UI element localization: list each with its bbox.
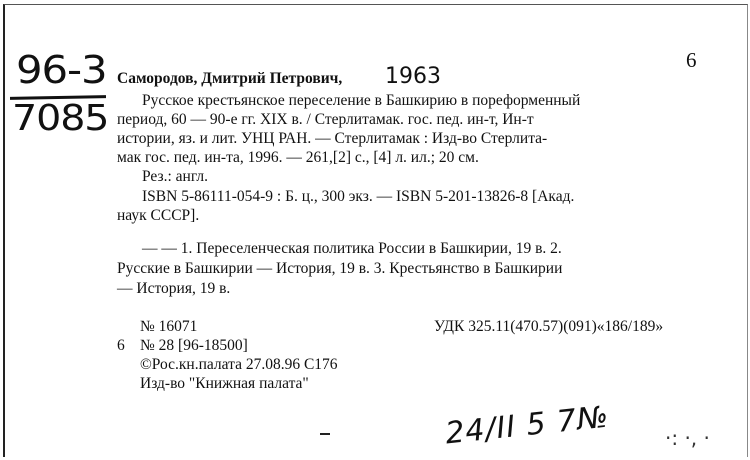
description-line: Русское крестьянское переселение в Башкирию в пореформенный — [142, 92, 581, 109]
subject-line: — История, 19 в. — [117, 280, 231, 297]
description-line: мак гос. пед. ин-та, 1996. — 261,[2] с., [4] л. ил.; 20 см. — [117, 149, 479, 166]
subject-line: — — 1. Переселенческая политика России в Башкирии, 19 в. 2. — [142, 240, 562, 257]
udc-code: УДК 325.11(470.57)(091)«186/189» — [434, 318, 664, 335]
subject-line: Русские в Башкирии — История, 19 в. 3. Крестьянство в Башкирии — [117, 260, 563, 277]
page-number: 6 — [686, 48, 697, 72]
shelfmark-top: 96-3 — [16, 48, 107, 92]
description-line: период, 60 — 90-е гг. XIX в. / Стерлитамак. гос. пед. ин-т, Ин-т — [117, 111, 534, 128]
list-number: № 28 [96-18500] — [140, 337, 248, 354]
description-line: истории, яз. и лит. УНЦ РАН. — Стерлитамак : Изд-во Стерлита- — [117, 130, 548, 147]
shelfmark-bottom: 7085 — [12, 98, 109, 139]
pencil-mark — [320, 433, 330, 435]
author-heading: Самородов, Дмитрий Петрович, — [117, 70, 343, 87]
chamber-stamp: ©Рос.кн.палата 27.08.96 С176 — [140, 356, 338, 373]
handwritten-tail: ·: ·, · — [665, 426, 710, 450]
card-border — [3, 4, 748, 457]
isbn-line: наук СССР]. — [117, 207, 200, 224]
isbn-line: ISBN 5-86111-054-9 : Б. ц., 300 экз. — ISBN 5-201-13826-8 [Акад. — [142, 188, 575, 205]
summary-note: Рез.: англ. — [142, 168, 209, 185]
handwritten-code: 24/II 5 7№ — [443, 399, 611, 452]
copy-count: 6 — [117, 337, 125, 354]
handwritten-year: 1963 — [385, 64, 441, 89]
record-number: № 16071 — [140, 318, 198, 335]
publisher-note: Изд-во "Книжная палата" — [140, 375, 309, 392]
